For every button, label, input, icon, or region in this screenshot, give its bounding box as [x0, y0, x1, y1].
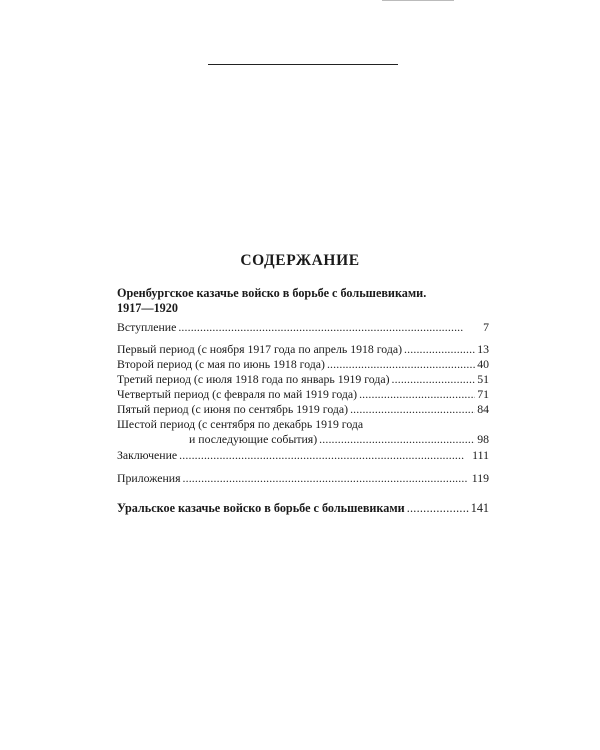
header-rule [208, 64, 398, 65]
toc-entry-label: Приложения [117, 471, 181, 485]
section-heading-line2: 1917—1920 [117, 301, 178, 315]
toc-entry-label: Первый период (с ноября 1917 года по апрель 1918 года) [117, 342, 403, 356]
toc-entry-label: Четвертый период (с февраля по май 1919 года) [117, 387, 358, 401]
toc-entry-ural-section[interactable] [117, 501, 489, 516]
leader-dots [392, 372, 476, 387]
toc-entry-label: Пятый период (с июня по сентябрь 1919 года) [117, 402, 349, 416]
leader-dots [407, 501, 469, 516]
toc-entry-period-6-line1[interactable]: Шестой период (с сентября по декабрь 1919 года [117, 417, 364, 431]
toc-entry-page: 71 [477, 387, 489, 401]
toc-entry-period-1[interactable] [117, 342, 489, 357]
toc-title: СОДЕРЖАНИЕ [240, 252, 360, 269]
section-heading-line1: Оренбургское казачье войско в борьбе с большевиками. [117, 286, 427, 300]
leader-dots [179, 448, 470, 463]
leader-dots [350, 402, 475, 417]
toc-entry-label: Заключение [117, 448, 178, 462]
toc-entry-period-3[interactable] [117, 372, 489, 387]
toc-entry-page: 13 [477, 342, 489, 356]
leader-dots [178, 320, 481, 335]
toc-entry-appendices[interactable] [117, 471, 489, 486]
section-heading [117, 286, 489, 316]
toc-entry-conclusion[interactable] [117, 448, 489, 463]
toc-entry-page: 111 [472, 448, 489, 462]
top-edge-mark [382, 0, 454, 1]
toc-entry-label: Третий период (с июля 1918 года по январь 1919 года) [117, 372, 390, 386]
toc-entry-label: Второй период (с мая по июнь 1918 года) [117, 357, 325, 371]
toc-entry-label: и последующие события) [189, 432, 318, 446]
toc-entry-page: 7 [483, 320, 489, 334]
leader-dots [183, 471, 470, 486]
toc-entry-page: 40 [477, 357, 489, 371]
toc-entry-page: 119 [471, 471, 489, 485]
toc-entry-period-4[interactable] [117, 387, 489, 402]
leader-dots [319, 432, 475, 447]
leader-dots [327, 357, 475, 372]
toc-entry-page: 84 [477, 402, 489, 416]
toc-entry-page: 98 [477, 432, 489, 446]
toc-entry-period-5[interactable] [117, 402, 489, 417]
leader-dots [404, 342, 475, 357]
leader-dots [359, 387, 475, 402]
toc-entry-period-6[interactable] [189, 432, 489, 447]
toc-entry-label: Уральское казачье войско в борьбе с большевиками [117, 501, 405, 515]
toc-entry-period-2[interactable] [117, 357, 489, 372]
toc-entry-page: 141 [470, 501, 489, 515]
toc-entry-page: 51 [477, 372, 489, 386]
toc-entry-label: Вступление [117, 320, 177, 334]
toc-entry-introduction[interactable] [117, 320, 489, 335]
